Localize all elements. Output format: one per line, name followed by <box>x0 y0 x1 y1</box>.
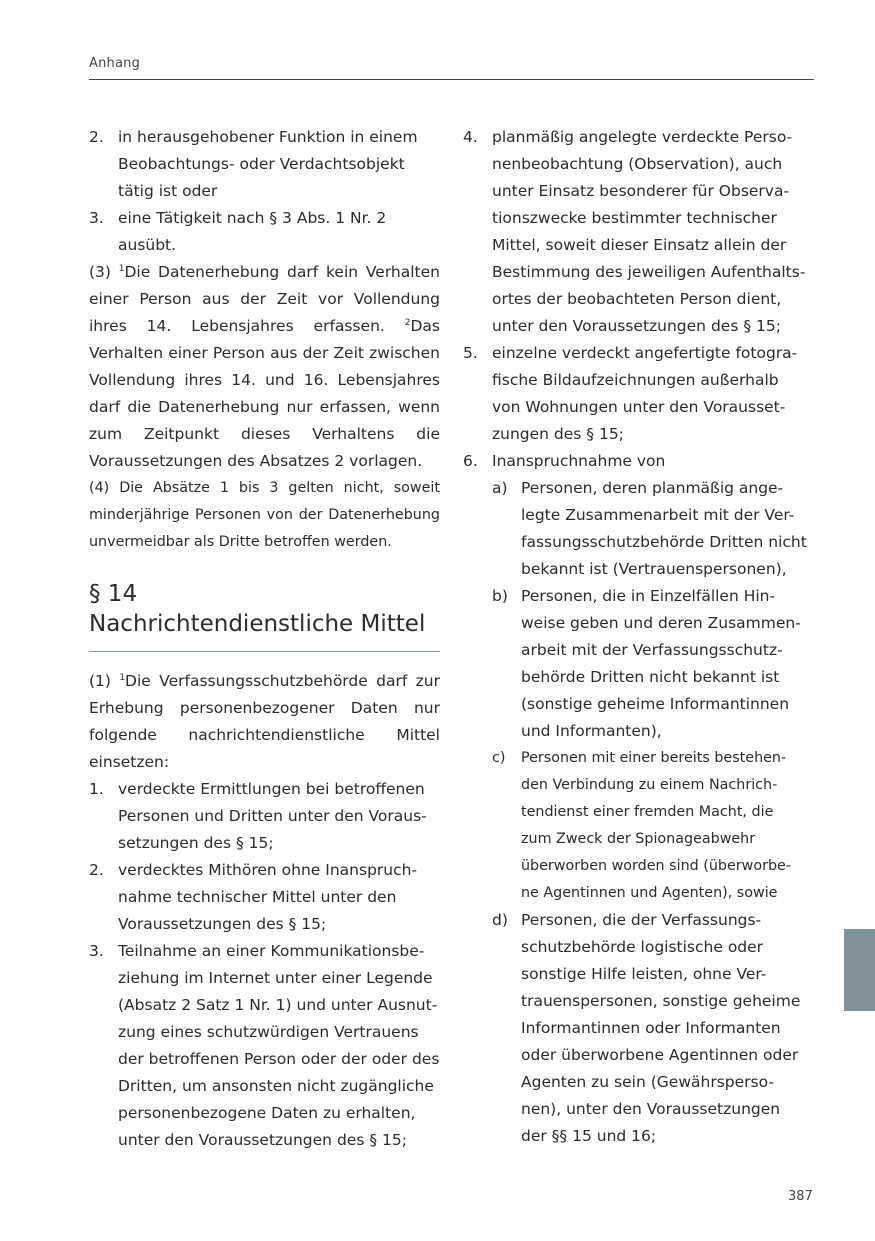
text-line: fassungsschutzbehörde Dritten nicht <box>521 533 807 551</box>
section-heading <box>89 579 440 639</box>
section-rule <box>89 651 440 652</box>
text-line: unter den Voraussetzungen des § 15; <box>118 1131 407 1149</box>
text-line: zung eines schutzwürdigen Vertrauens <box>118 1023 419 1041</box>
text-line: (Absatz 2 Satz 1 Nr. 1) und unter Ausnut- <box>118 996 438 1014</box>
list-item-2 <box>89 124 440 205</box>
list-item-3 <box>89 938 440 1154</box>
text-line: zungen des § 15; <box>492 425 624 443</box>
paragraph-text: Die Datenerhebung darf kein Verhalten einer Person aus der Zeit vor Vollendung ihres 14. Lebensjahres erfassen. <box>89 263 440 335</box>
list-bottom <box>89 776 440 1154</box>
text-line: planmäßig angelegte verdeckte Perso- <box>492 128 793 146</box>
sublist-item-c <box>492 745 815 907</box>
text-line: nen), unter den Voraussetzungen <box>521 1100 781 1118</box>
text-line: und Informanten), <box>521 722 662 740</box>
list-number: 3. <box>89 209 104 227</box>
text-line: weise geben und deren Zusammen- <box>521 614 801 632</box>
text-line: arbeit mit der Verfassungsschutz- <box>521 641 783 659</box>
text-line: Bestimmung des jeweiligen Aufenthalts- <box>492 263 806 281</box>
text-line: eine Tätigkeit nach § 3 Abs. 1 Nr. 2 <box>118 209 387 227</box>
text-line: schutzbehörde logistische oder <box>521 938 764 956</box>
paragraph-number: (3) <box>89 263 119 281</box>
text-line: nenbeobachtung (Observation), auch <box>492 155 783 173</box>
list-number: 2. <box>89 128 104 146</box>
list-number: 2. <box>89 861 104 879</box>
chapter-thumb-tab <box>844 929 875 1011</box>
section-title: Nachrichtendienstliche Mittel <box>89 611 426 637</box>
list-item-5 <box>463 340 815 448</box>
list-number: 5. <box>463 344 478 362</box>
text-line: Personen, die der Verfassungs- <box>521 911 762 929</box>
sublist-item-a <box>492 475 815 583</box>
paragraph-number: (1) <box>89 672 120 690</box>
text-line: Voraussetzungen des § 15; <box>118 915 327 933</box>
list-number: 3. <box>89 942 104 960</box>
sentence-number: 1 <box>118 263 125 274</box>
text-line: Personen, die in Einzelfällen Hin- <box>521 587 776 605</box>
text-line: tionszwecke bestimmter technischer <box>492 209 777 227</box>
section-number: § 14 <box>89 581 138 607</box>
text-line: trauenspersonen, sonstige geheime <box>521 992 801 1010</box>
list-item-1 <box>89 776 440 857</box>
text-line: von Wohnungen unter den Vorausset- <box>492 398 786 416</box>
left-column <box>89 124 440 1154</box>
list-top <box>89 124 440 259</box>
text-line: verdeckte Ermittlungen bei betroffenen <box>118 780 425 798</box>
paragraph-text: Die Verfassungsschutzbehörde darf zur Erhebung personenbezogener Daten nur folgende nachrichtendienstliche Mittel einsetzen: <box>89 672 440 771</box>
list-item-3 <box>89 205 440 259</box>
text-line: ne Agentinnen und Agenten), sowie <box>521 885 778 901</box>
text-line: fische Bildaufzeichnungen außerhalb <box>492 371 779 389</box>
text-line: (sonstige geheime Informantinnen <box>521 695 790 713</box>
sublist-letter: a) <box>492 479 508 497</box>
text-line: Beobachtungs- oder Verdachtsobjekt <box>118 155 405 173</box>
list-number: 6. <box>463 452 478 470</box>
running-head: Anhang <box>89 56 141 71</box>
sublist-letter: b) <box>492 587 508 605</box>
text-line: ortes der beobachteten Person dient, <box>492 290 782 308</box>
text-line: in herausgehobener Funktion in einem <box>118 128 418 146</box>
paragraph-3 <box>89 259 440 475</box>
text-line: personenbezogene Daten zu erhalten, <box>118 1104 416 1122</box>
list-number: 4. <box>463 128 478 146</box>
text-line: der betroffenen Person oder der oder des <box>118 1050 440 1068</box>
list-item-2 <box>89 857 440 938</box>
text-line: Inanspruchnahme von <box>492 452 666 470</box>
text-line: der §§ 15 und 16; <box>521 1127 657 1145</box>
text-line: einzelne verdeckt angefertigte fotogra- <box>492 344 798 362</box>
text-line: ziehung im Internet unter einer Legende <box>118 969 433 987</box>
sublist-item-b <box>492 583 815 745</box>
text-line: unter Einsatz besonderer für Observa- <box>492 182 790 200</box>
text-line: ausübt. <box>118 236 177 254</box>
text-line: Personen und Dritten unter den Voraus- <box>118 807 427 825</box>
paragraph-4: (4) Die Absätze 1 bis 3 gelten nicht, soweit minderjährige Personen von der Datenerhebung unvermeidbar als Dritte betroffen werden. <box>89 480 440 550</box>
sublist-letter: c) <box>492 750 506 766</box>
sentence-number: 2 <box>404 317 411 328</box>
text-line: Teilnahme an einer Kommunikationsbe- <box>118 942 425 960</box>
text-line: nahme technischer Mittel unter den <box>118 888 397 906</box>
text-line: überworben worden sind (überworbe- <box>521 858 791 874</box>
paragraph-text: Das Verhalten einer Person aus der Zeit zwischen Vollendung ihres 14. und 16. Lebensjahres darf die Datenerhebung nur erfassen, wenn zum Zeitpunkt dieses Verhaltens die Voraussetzungen des Absatzes 2 vorlagen. <box>89 317 440 470</box>
list-number: 1. <box>89 780 104 798</box>
text-line: behörde Dritten nicht bekannt ist <box>521 668 780 686</box>
header-rule <box>89 79 814 80</box>
paragraph-1 <box>89 668 440 776</box>
list-item-4 <box>463 124 815 340</box>
list-item-6 <box>463 448 815 1150</box>
text-line: den Verbindung zu einem Nachrich- <box>521 777 778 793</box>
text-line: zum Zweck der Spionageabwehr <box>521 831 756 847</box>
right-column <box>463 124 815 1150</box>
text-line: bekannt ist (Vertrauenspersonen), <box>521 560 787 578</box>
text-line: tätig ist oder <box>118 182 218 200</box>
text-line: Mittel, soweit dieser Einsatz allein der <box>492 236 787 254</box>
sentence-number: 1 <box>119 672 126 683</box>
sublist-letter: d) <box>492 911 508 929</box>
text-line: Personen mit einer bereits bestehen- <box>521 750 787 766</box>
text-line: Informantinnen oder Informanten <box>521 1019 781 1037</box>
sublist-item-d <box>492 907 815 1150</box>
text-line: Agenten zu sein (Gewährsperso- <box>521 1073 774 1091</box>
page-number: 387 <box>788 1189 813 1204</box>
text-line: oder überworbene Agentinnen oder <box>521 1046 799 1064</box>
text-line: unter den Voraussetzungen des § 15; <box>492 317 781 335</box>
text-line: legte Zusammenarbeit mit der Ver- <box>521 506 795 524</box>
text-line: Dritten, um ansonsten nicht zugängliche <box>118 1077 434 1095</box>
text-line: tendienst einer fremden Macht, die <box>521 804 774 820</box>
text-line: verdecktes Mithören ohne Inanspruch- <box>118 861 418 879</box>
text-line: Personen, deren planmäßig ange- <box>521 479 784 497</box>
text-line: sonstige Hilfe leisten, ohne Ver- <box>521 965 767 983</box>
text-line: setzungen des § 15; <box>118 834 274 852</box>
